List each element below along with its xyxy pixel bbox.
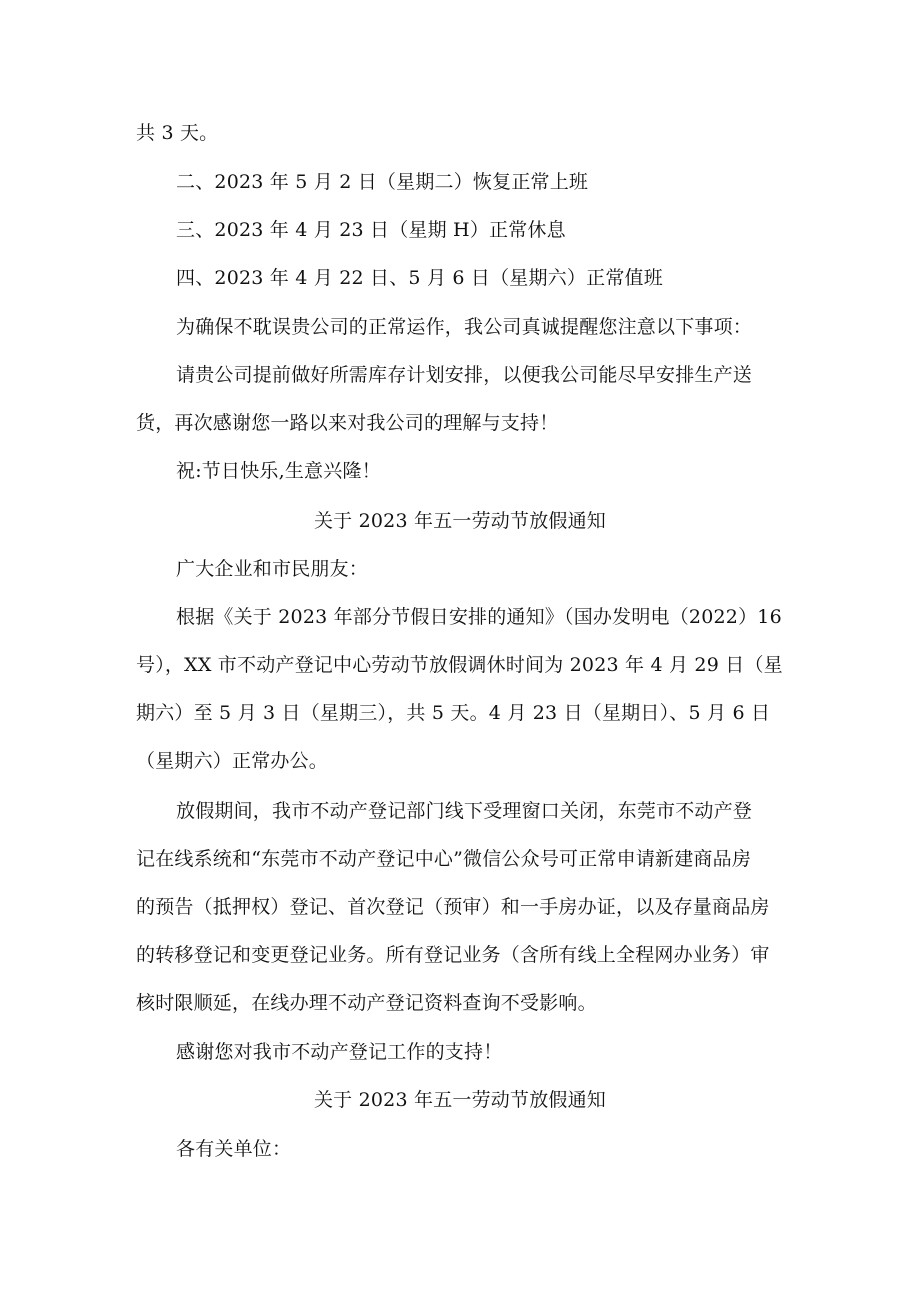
text-line-item-2: 二、2023 年 5 月 2 日（星期二）恢复正常上班 <box>176 171 589 193</box>
text-line-wishes: 祝:节日快乐,生意兴隆！ <box>176 460 381 482</box>
paragraph-basis-line-4: （星期六）正常办公。 <box>136 750 329 772</box>
salutation-1: 广大企业和市民朋友： <box>176 558 369 580</box>
paragraph-holiday-line-1: 放假期间，我市不动产登记部门线下受理窗口关闭，东莞市不动产登 <box>176 800 753 822</box>
text-line-request-cont: 货，再次感谢您一路以来对我公司的理解与支持！ <box>136 412 559 434</box>
text-line-item-3: 三、2023 年 4 月 23 日（星期 H）正常休息 <box>176 219 566 241</box>
paragraph-basis-line-3: 期六）至 5 月 3 日（星期三），共 5 天。4 月 23 日（星期日）、5 月 6 日 <box>136 702 771 724</box>
paragraph-holiday-line-3: 的预告（抵押权）登记、首次登记（预审）和一手房办证，以及存量商品房 <box>136 896 770 918</box>
paragraph-holiday-line-5: 核时限顺延，在线办理不动产登记资料查询不受影响。 <box>136 992 597 1014</box>
section-title-2: 关于 2023 年五一劳动节放假通知 <box>313 1089 607 1111</box>
text-line-remaining-days: 共 3 天。 <box>136 122 219 144</box>
section-title-1: 关于 2023 年五一劳动节放假通知 <box>313 510 607 532</box>
text-line-request: 请贵公司提前做好所需库存计划安排，以便我公司能尽早安排生产送 <box>176 364 753 386</box>
paragraph-basis-line-1: 根据《关于 2023 年部分节假日安排的通知》（国办发明电（2022）16 <box>176 606 782 628</box>
text-line-item-4: 四、2023 年 4 月 22 日、5 月 6 日（星期六）正常值班 <box>176 267 663 289</box>
text-line-reminder: 为确保不耽误贵公司的正常运作，我公司真诚提醒您注意以下事项： <box>176 316 753 338</box>
paragraph-basis-line-2: 号），XX 市不动产登记中心劳动节放假调休时间为 2023 年 4 月 29 日（星 <box>136 654 783 676</box>
salutation-2: 各有关单位： <box>176 1138 292 1160</box>
text-line-thanks: 感谢您对我市不动产登记工作的支持！ <box>176 1041 503 1063</box>
paragraph-holiday-line-2: 记在线系统和“东莞市不动产登记中心”微信公众号可正常申请新建商品房 <box>136 848 752 870</box>
paragraph-holiday-line-4: 的转移登记和变更登记业务。所有登记业务（含所有线上全程网办业务）审 <box>136 944 770 966</box>
